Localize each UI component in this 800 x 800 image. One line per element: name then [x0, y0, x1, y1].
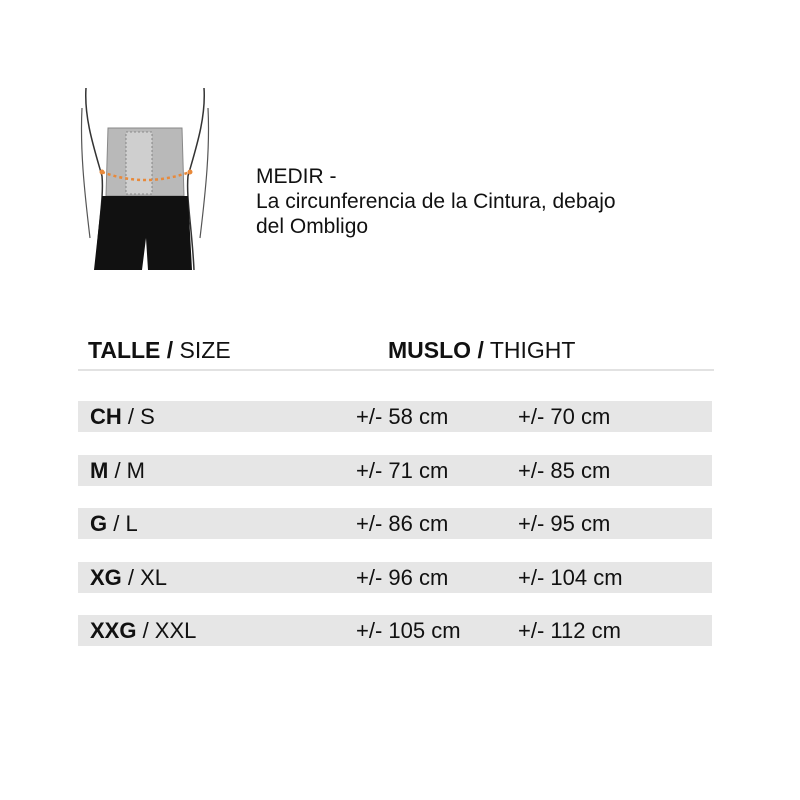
belt-panel: [126, 132, 152, 194]
measure-max: +/- 112 cm: [518, 618, 621, 643]
header-divider: [78, 369, 714, 371]
measure-max: +/- 85 cm: [518, 458, 611, 483]
instruction-line-1: La circunferencia de la Cintura, debajo: [256, 190, 616, 213]
size-label: XXG / XXL: [90, 618, 197, 643]
shorts: [94, 196, 192, 270]
measure-max: +/- 104 cm: [518, 565, 623, 590]
measure-max: +/- 70 cm: [518, 404, 611, 429]
size-label: XG / XL: [90, 565, 168, 590]
header-size: [88, 336, 231, 364]
measure-min: +/- 86 cm: [356, 511, 449, 536]
size-label: G / L: [90, 511, 138, 536]
size-row-m: [78, 455, 712, 486]
size-label: M / M: [90, 458, 145, 483]
measure-end-right: [188, 170, 193, 175]
size-row-xl: [78, 562, 712, 593]
header-size-bold: TALLE /: [88, 337, 174, 363]
size-row-xxl: [78, 615, 712, 646]
header-thigh-thin: THIGHT: [483, 337, 576, 363]
measure-min: +/- 105 cm: [356, 618, 461, 643]
instruction-title: MEDIR -: [256, 165, 337, 188]
header-size-thin: SIZE: [173, 337, 231, 363]
measure-min: +/- 71 cm: [356, 458, 449, 483]
size-row-l: [78, 508, 712, 539]
measure-max: +/- 95 cm: [518, 511, 611, 536]
waist-measurement-illustration: [80, 88, 210, 272]
measure-min: +/- 96 cm: [356, 565, 449, 590]
measure-min: +/- 58 cm: [356, 404, 449, 429]
size-label: CH / S: [90, 404, 155, 429]
header-thigh-bold: MUSLO /: [388, 337, 484, 363]
measurement-instruction: [256, 164, 616, 239]
instruction-line-2: del Ombligo: [256, 215, 369, 238]
size-row-s: [78, 401, 712, 432]
header-thigh: [388, 336, 575, 364]
measure-end-left: [100, 170, 105, 175]
